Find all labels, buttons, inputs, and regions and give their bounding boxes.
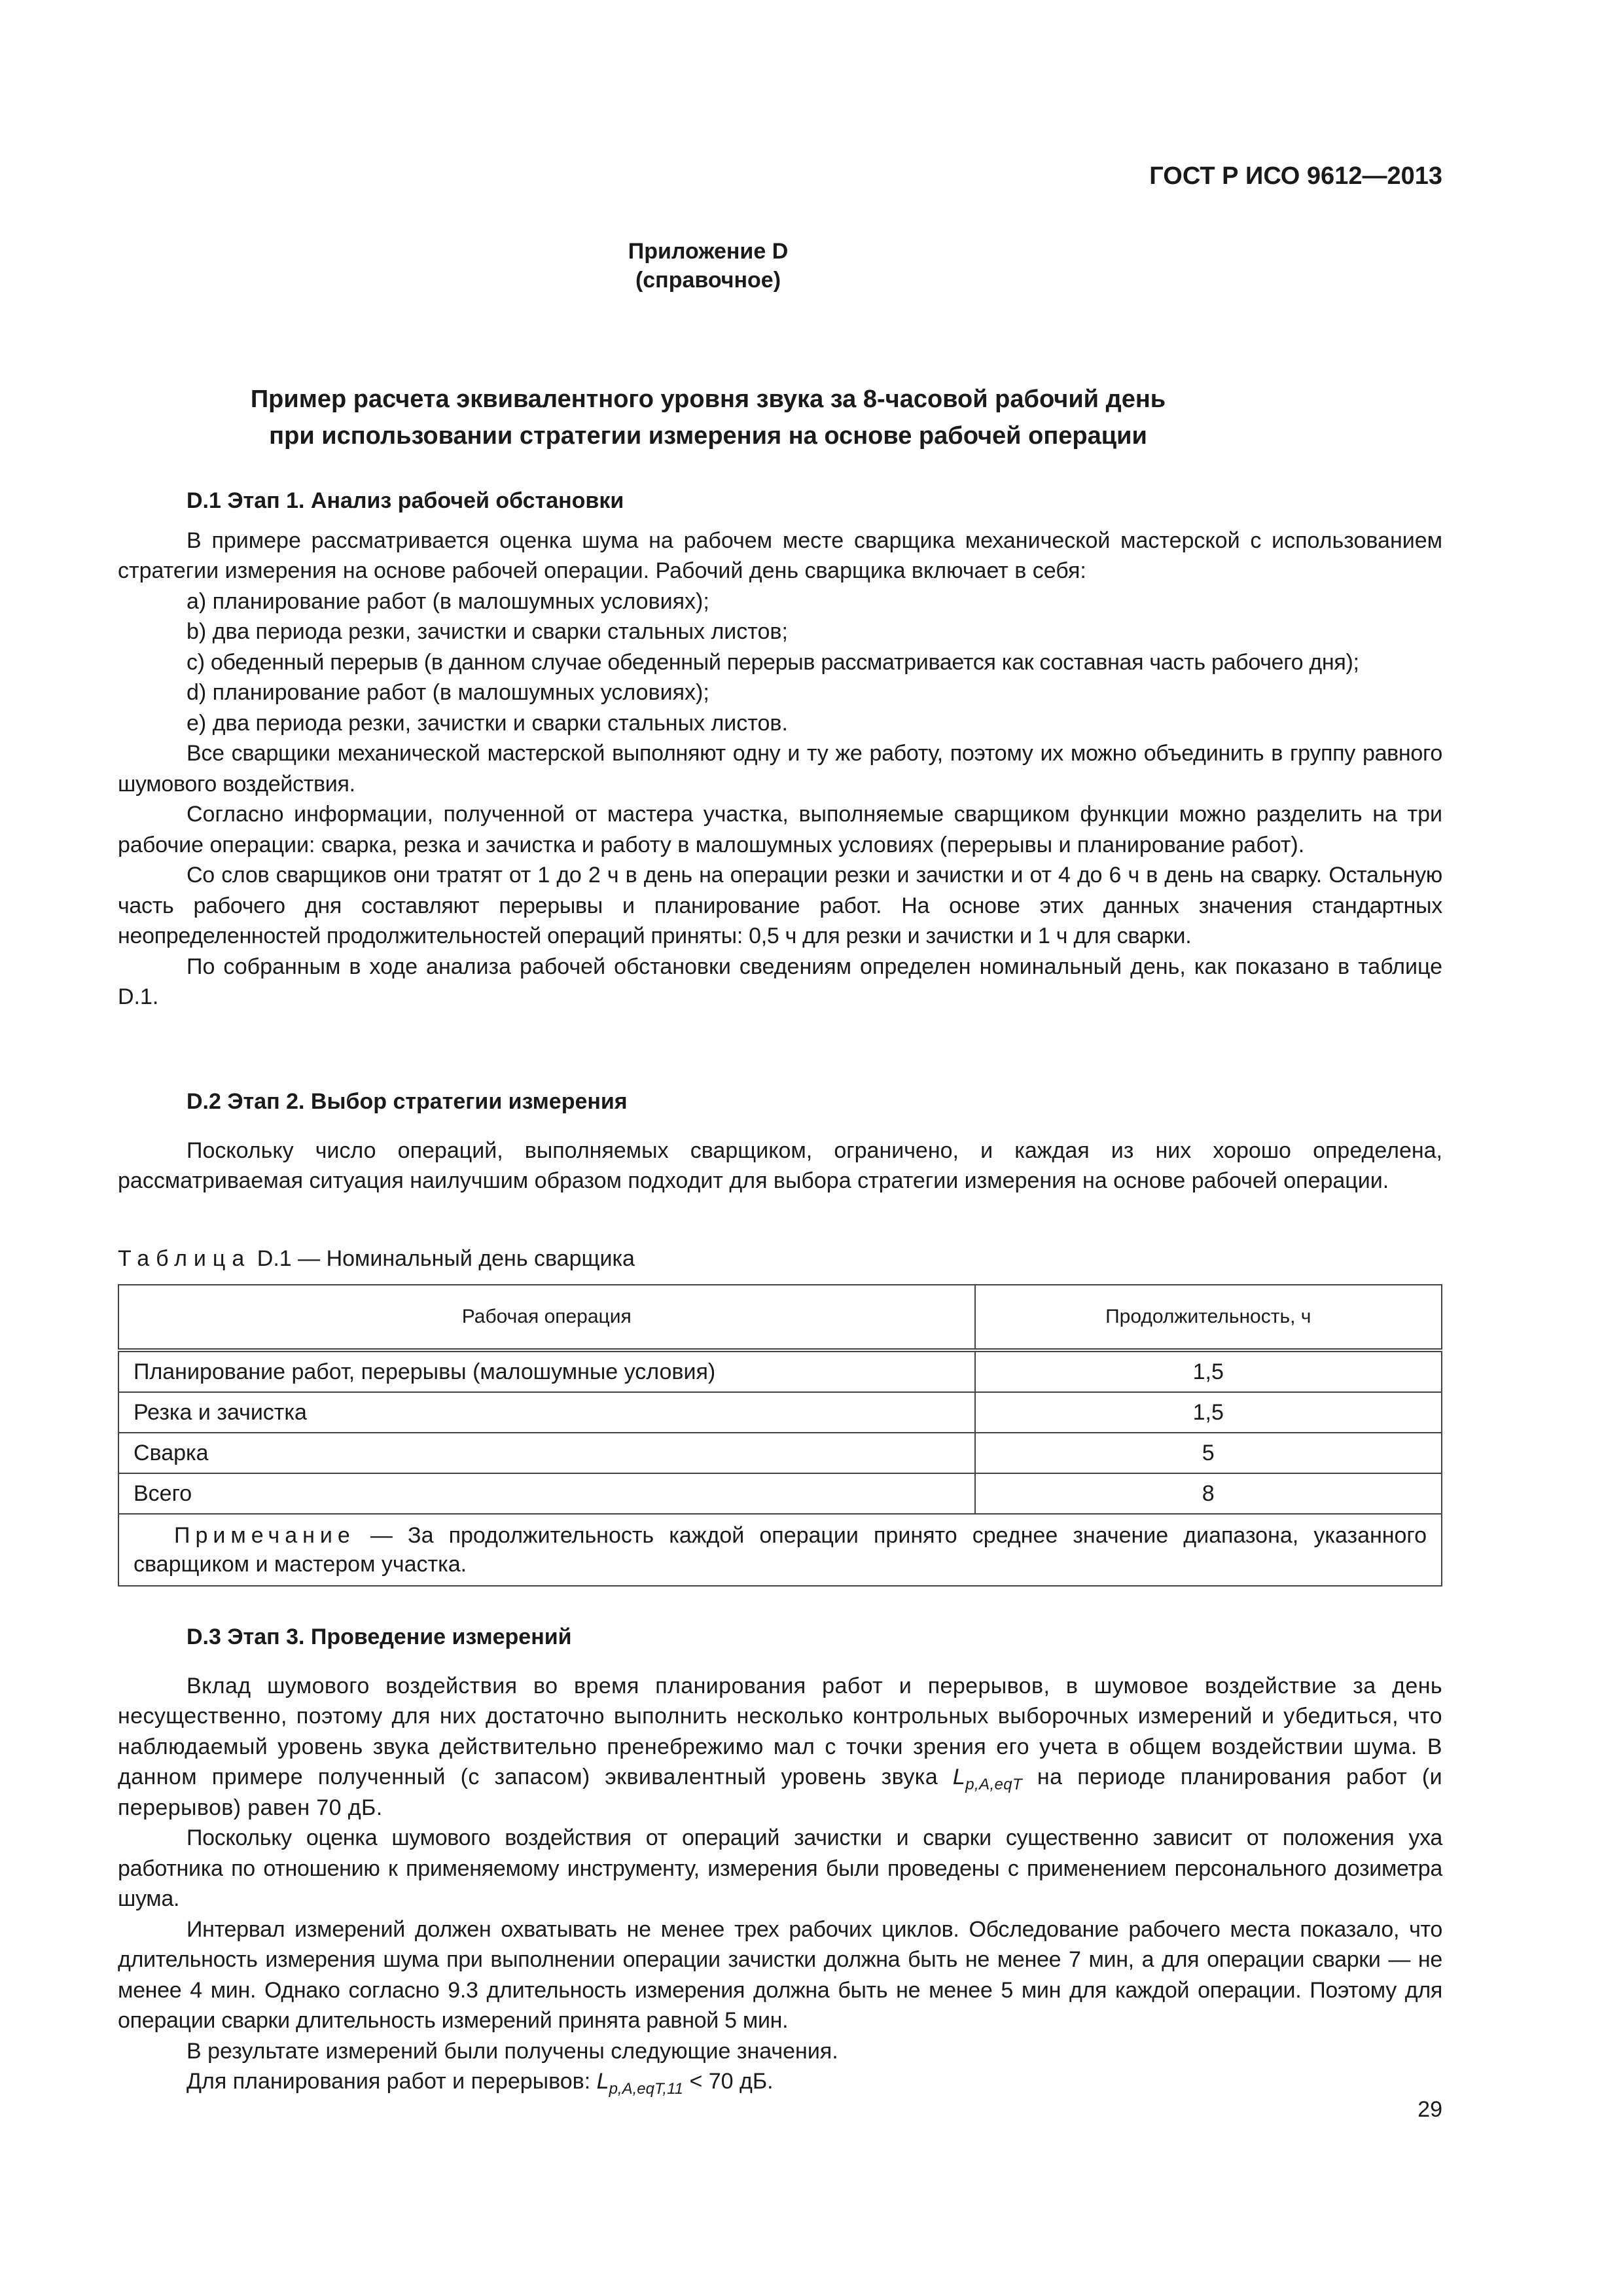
table-cell-operation: Планирование работ, перерывы (малошумные условия) <box>118 1350 975 1392</box>
section-d2-heading: D.2 Этап 2. Выбор стратегии измерения <box>187 1089 628 1114</box>
table-note-prefix: Примечание <box>174 1523 355 1548</box>
section-d3-paragraph-4: В результате измерений были получены следующие значения. <box>187 2038 838 2064</box>
table-cell-duration: 1,5 <box>975 1350 1442 1392</box>
table-row <box>118 1350 1442 1392</box>
table-cell-operation: Резка и зачистка <box>118 1392 975 1433</box>
column-header-duration: Продолжительность, ч <box>975 1285 1442 1350</box>
annex-type: (справочное) <box>635 268 781 293</box>
section-d3-paragraph-5-text-a: Для планирования работ и перерывов: <box>187 2069 597 2094</box>
table-caption-prefix: Таблица <box>118 1246 251 1271</box>
list-item-d: d) планирование работ (в малошумных условиях); <box>187 680 709 705</box>
list-item-a: a) планирование работ (в малошумных условиях); <box>187 588 709 614</box>
table-cell-operation: Всего <box>118 1473 975 1514</box>
annex-label: Приложение D <box>628 239 789 264</box>
section-d1-paragraph-3: Согласно информации, полученной от мастера участка, выполняемые сварщиком функции можно разделить на три рабочие операции: сварка, резка и зачистка и работу в малошумных условиях (перерывы и планирование работ). <box>118 802 1442 857</box>
section-d3-paragraph-2: Поскольку оценка шумового воздействия от операций зачистки и сварки существенно зависит от положения уха работника по отношению к применяемому инструменту, измерения были проведены с применением персонального дозиметра шума. <box>118 1825 1442 1911</box>
section-d3-paragraph-5 <box>118 2066 1442 2097</box>
table-cell-operation: Сварка <box>118 1433 975 1473</box>
section-d1-heading: D.1 Этап 1. Анализ рабочей обстановки <box>187 488 624 513</box>
table-note <box>118 1514 1442 1586</box>
table-cell-duration: 8 <box>975 1473 1442 1514</box>
list-item-e: e) два периода резки, зачистки и сварки стальных листов. <box>187 710 788 736</box>
section-d1 <box>118 486 1442 1013</box>
page-number: 29 <box>1418 2097 1442 2122</box>
table-row <box>118 1392 1442 1433</box>
section-d3-paragraph-1-text-b: на периоде планирования работ (и перерывов) равен 70 дБ. <box>118 1765 1442 1820</box>
annex-title <box>0 381 1416 454</box>
column-header-operation: Рабочая операция <box>118 1285 975 1350</box>
section-d2 <box>118 1086 1442 1196</box>
section-d3-paragraph-1-text-a: Вклад шумового воздействия во время планирования работ и перерывов, в шумовое воздействие за день несущественно, поэтому для них достаточно выполнить несколько контрольных выборочных измерений и убедиться, что наблюдаемый уровень звука действительно пренебрежимо мал с точки зрения его учета в общем воздействии шума. В данном примере полученный (с запасом) эквивалентный уровень звука <box>118 1673 1442 1789</box>
section-d3-paragraph-5-text-b: < 70 дБ. <box>683 2069 774 2094</box>
sound-level-symbol: L <box>952 1765 966 1789</box>
table-note-row <box>118 1514 1442 1586</box>
section-d1-paragraph-1: В примере рассматривается оценка шума на рабочем месте сварщика механической мастерской с использованием стратегии измерения на основе рабочей операции. Рабочий день сварщика включает в себя: <box>118 528 1442 583</box>
annex-title-line-1: Пример расчета эквивалентного уровня звука за 8-часовой рабочий день <box>250 386 1166 413</box>
sound-level-subscript: p,A,eqT,11 <box>609 2080 683 2098</box>
section-d1-paragraph-4: Со слов сварщиков они тратят от 1 до 2 ч в день на операции резки и зачистки и от 4 до 6 ч в день на сварку. Остальную часть рабочего дня составляют перерывы и планирование работ. На основе этих данных значения стандартных неопределенностей продолжительностей операций приняты: 0,5 ч для резки и зачистки и 1 ч для сварки. <box>118 863 1442 948</box>
sound-level-symbol: L <box>596 2069 609 2094</box>
annex-title-line-2: при использовании стратегии измерения на основе рабочей операции <box>269 422 1147 450</box>
nominal-day-table <box>118 1284 1442 1587</box>
section-d3-heading: D.3 Этап 3. Проведение измерений <box>187 1624 572 1649</box>
section-d3-paragraph-3: Интервал измерений должен охватывать не менее трех рабочих циклов. Обследование рабочего места показало, что длительность измерения шума при выполнении операции зачистки должна быть не менее 7 мин, а для операции сварки — не менее 4 мин. Однако согласно 9.3 длительность измерения должна быть не менее 5 мин для каждой операции. Поэтому для операции сварки длительность измерений принята равной 5 мин. <box>118 1916 1442 2033</box>
list-item-c: c) обеденный перерыв (в данном случае обеденный перерыв рассматривается как составная часть рабочего дня); <box>187 649 1359 675</box>
section-d1-paragraph-5: По собранным в ходе анализа рабочей обстановки сведениям определен номинальный день, как показано в таблице D.1. <box>118 954 1442 1009</box>
table-cell-duration: 1,5 <box>975 1392 1442 1433</box>
section-d1-paragraph-2: Все сварщики механической мастерской выполняют одну и ту же работу, поэтому их можно объединить в группу равного шумового воздействия. <box>118 741 1442 797</box>
annex-heading <box>0 237 1416 295</box>
table-row <box>118 1473 1442 1514</box>
table-note-text: — За продолжительность каждой операции принято среднее значение диапазона, указанного сварщиком и мастером участка. <box>134 1523 1427 1577</box>
section-d2-paragraph-1: Поскольку число операций, выполняемых сварщиком, ограничено, и каждая из них хорошо определена, рассматриваемая ситуация наилучшим образом подходит для выбора стратегии измерения на основе рабочей операции. <box>118 1138 1442 1193</box>
sound-level-subscript: p,A,eqT <box>965 1776 1023 1793</box>
table-header-row <box>118 1285 1442 1350</box>
list-item-b: b) два периода резки, зачистки и сварки стальных листов; <box>187 619 788 644</box>
section-d3 <box>118 1622 1442 2097</box>
table-row <box>118 1433 1442 1473</box>
table-cell-duration: 5 <box>975 1433 1442 1473</box>
table-caption-text: D.1 — Номинальный день сварщика <box>257 1246 635 1271</box>
section-d3-paragraph-1 <box>118 1671 1442 1823</box>
document-id: ГОСТ Р ИСО 9612—2013 <box>1149 162 1442 190</box>
table-caption <box>118 1246 635 1272</box>
